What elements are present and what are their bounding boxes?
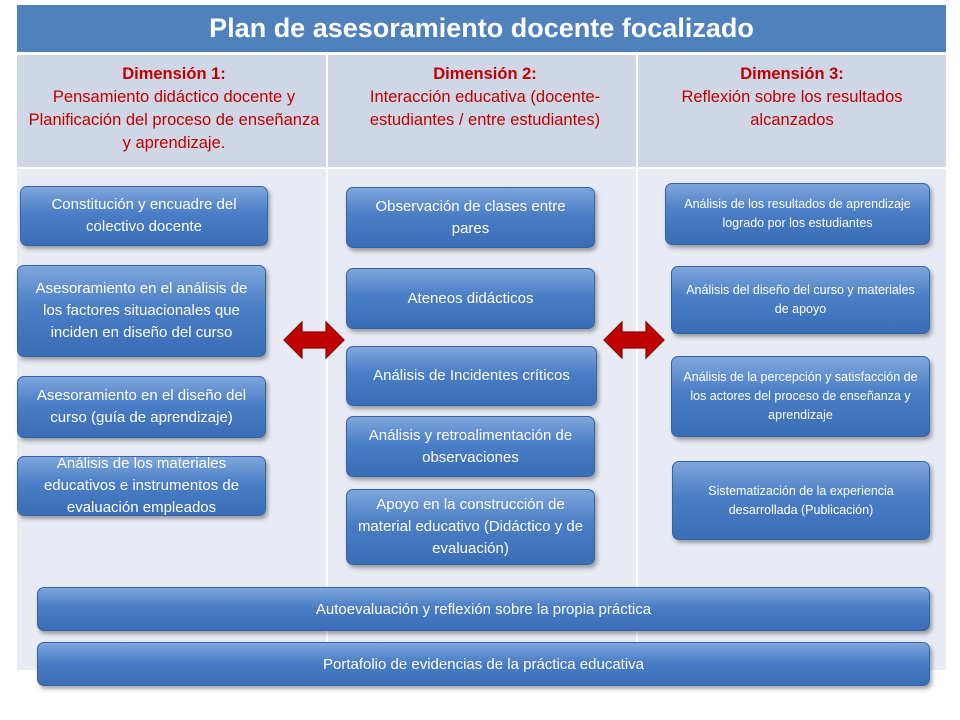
activity-box: Constitución y encuadre del colectivo docente — [20, 186, 268, 246]
dimension-1 — [25, 63, 323, 155]
self-evaluation-bar: Autoevaluación y reflexión sobre la propia práctica — [37, 587, 930, 631]
dimension-1-text: Pensamiento didáctico docente y Planificación del proceso de enseñanza y aprendizaje. — [28, 88, 320, 152]
dimension-2 — [335, 63, 635, 132]
double-arrow-icon — [282, 318, 346, 362]
dimension-1-title: Dimensión 1: — [122, 65, 226, 83]
activity-box: Análisis de Incidentes críticos — [346, 346, 597, 406]
page-title: Plan de asesoramiento docente focalizado — [17, 5, 946, 55]
column-divider — [636, 55, 638, 670]
activity-box: Observación de clases entre pares — [346, 187, 595, 248]
activity-box: Sistematización de la experiencia desarrollada (Publicación) — [672, 461, 930, 540]
activity-box: Asesoramiento en el diseño del curso (guía de aprendizaje) — [17, 376, 266, 438]
double-arrow-icon — [602, 318, 666, 362]
dimensions-row — [17, 55, 946, 169]
activity-box: Apoyo en la construcción de material educativo (Didáctico y de evaluación) — [346, 489, 595, 565]
portfolio-bar: Portafolio de evidencias de la práctica educativa — [37, 642, 930, 686]
dimension-2-title: Dimensión 2: — [433, 65, 537, 83]
dimension-3 — [647, 63, 937, 132]
dimension-3-title: Dimensión 3: — [740, 65, 844, 83]
activity-box: Análisis de los resultados de aprendizaje logrado por los estudiantes — [665, 183, 930, 245]
dimension-2-text: Interacción educativa (docente-estudiantes / entre estudiantes) — [369, 88, 601, 129]
activity-box: Análisis de la percepción y satisfacción de los actores del proceso de enseñanza y aprendizaje — [671, 356, 930, 437]
activity-box: Ateneos didácticos — [346, 268, 595, 329]
activity-box: Análisis y retroalimentación de observaciones — [346, 416, 595, 477]
activity-box: Análisis de los materiales educativos e instrumentos de evaluación empleados — [17, 456, 266, 516]
activity-box: Análisis del diseño del curso y materiales de apoyo — [671, 266, 930, 334]
column-divider — [326, 55, 328, 670]
activity-box: Asesoramiento en el análisis de los factores situacionales que inciden en diseño del curso — [17, 265, 266, 357]
dimension-3-text: Reflexión sobre los resultados alcanzados — [681, 88, 903, 129]
